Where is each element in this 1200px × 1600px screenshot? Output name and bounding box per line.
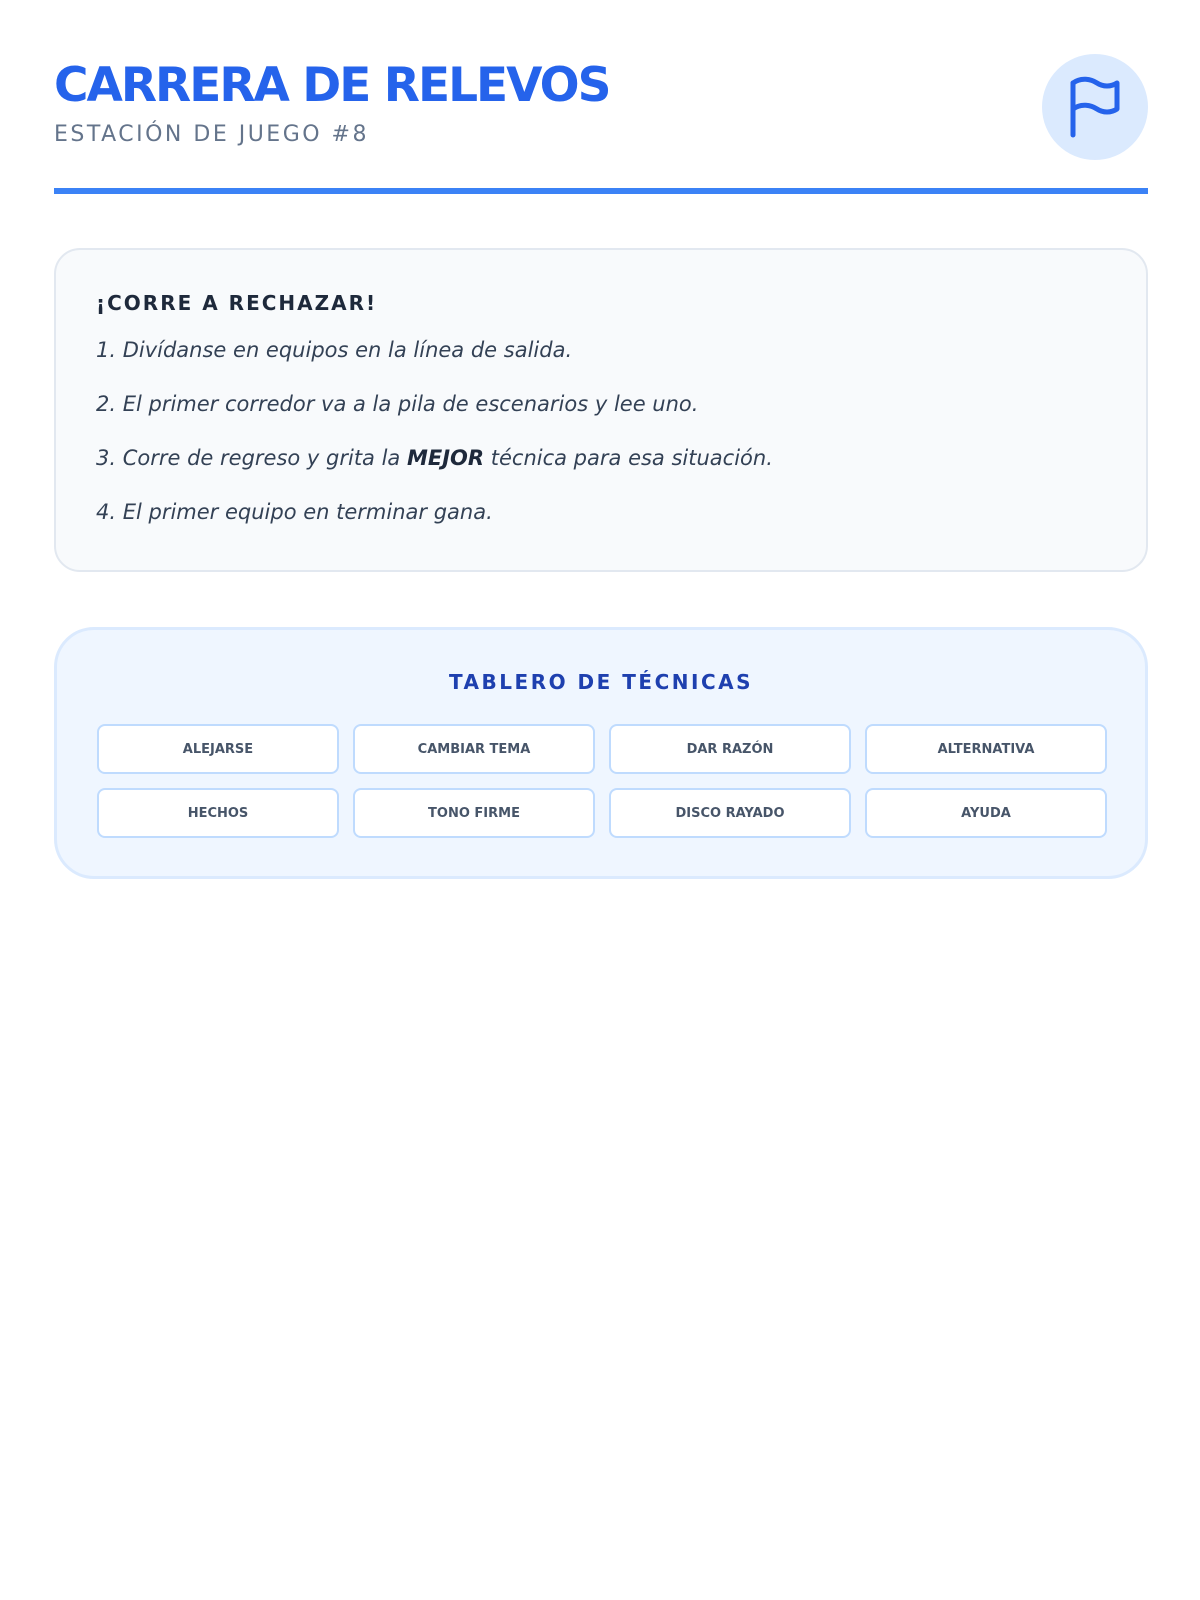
techniques-board: [54, 627, 1148, 879]
flag-icon: [1067, 75, 1123, 139]
page-header: [54, 54, 1148, 194]
technique-alternativa[interactable]: ALTERNATIVA: [865, 724, 1107, 774]
techniques-grid: [97, 724, 1105, 838]
instruction-step-3-before: 3. Corre de regreso y grita la: [96, 446, 407, 470]
header-divider: [54, 188, 1148, 194]
page-title: CARRERA DE RELEVOS: [54, 58, 610, 113]
technique-alejarse[interactable]: ALEJARSE: [97, 724, 339, 774]
flag-badge: [1042, 54, 1148, 160]
page-subtitle: ESTACIÓN DE JUEGO #8: [54, 122, 369, 147]
instructions-card: [54, 248, 1148, 572]
instruction-step-4: 4. El primer equipo en terminar gana.: [96, 500, 493, 524]
technique-dar-razon[interactable]: DAR RAZÓN: [609, 724, 851, 774]
technique-hechos[interactable]: HECHOS: [97, 788, 339, 838]
instruction-step-3: [96, 444, 1106, 472]
instruction-step-3-emphasis: MEJOR: [406, 446, 485, 470]
instructions-heading: ¡CORRE A RECHAZAR!: [96, 291, 378, 315]
technique-disco-rayado[interactable]: DISCO RAYADO: [609, 788, 851, 838]
techniques-board-title: TABLERO DE TÉCNICAS: [448, 670, 754, 694]
instruction-step-1: 1. Divídanse en equipos en la línea de salida.: [96, 338, 573, 362]
technique-cambiar-tema[interactable]: CAMBIAR TEMA: [353, 724, 595, 774]
technique-ayuda[interactable]: AYUDA: [865, 788, 1107, 838]
instruction-step-2: 2. El primer corredor va a la pila de escenarios y lee uno.: [96, 392, 699, 416]
technique-tono-firme[interactable]: TONO FIRME: [353, 788, 595, 838]
instruction-step-3-after: técnica para esa situación.: [484, 446, 773, 470]
